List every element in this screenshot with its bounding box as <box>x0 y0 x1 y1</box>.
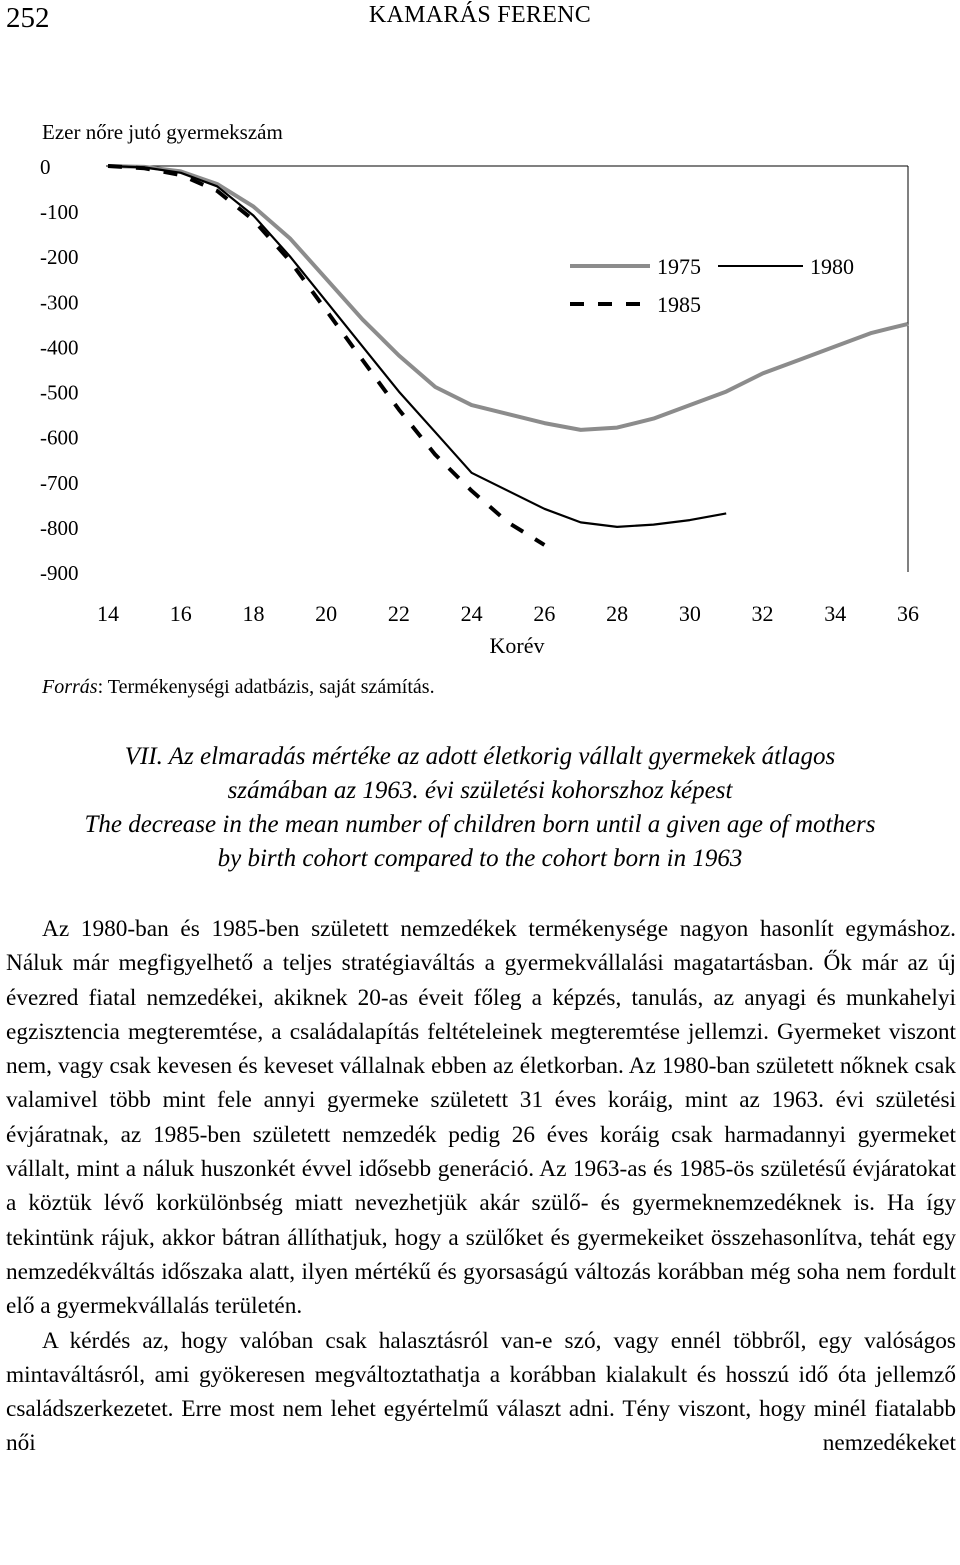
series-line-1975 <box>108 166 908 430</box>
series-lines <box>108 166 908 545</box>
y-tick-label: -500 <box>40 380 79 405</box>
figure-source <box>42 676 435 699</box>
y-axis-title: Ezer nőre jutó gyermekszám <box>42 120 283 144</box>
y-tick-label: -200 <box>40 245 79 270</box>
series-line-1985 <box>108 166 544 545</box>
caption-hu-line-2: számában az 1963. évi születési kohorszhoz képest <box>227 777 733 804</box>
page-number: 252 <box>6 2 50 34</box>
paragraph-2: A kérdés az, hogy valóban csak halasztásról van-e szó, vagy ennél többről, egy valóságos mintaváltásról, ami gyökeresen megváltoztathatja a korábban kialakult és hosszú idő óta jellemző családszerkezetet. Erre most nem lehet egyértelmű választ adni. Tény viszont, hogy minél fiatalabb női nemzedékeket <box>6 1327 956 1457</box>
y-tick-label: -600 <box>40 425 79 450</box>
legend-label-1980: 1980 <box>810 254 854 279</box>
y-tick-label: -900 <box>40 561 79 585</box>
x-tick-label: 30 <box>678 601 701 626</box>
series-line-1980 <box>108 166 726 527</box>
figure-caption <box>0 740 960 876</box>
legend <box>570 254 854 317</box>
x-tick-label: 16 <box>169 601 192 626</box>
source-text: : Termékenységi adatbázis, saját számítás. <box>97 676 435 698</box>
figure-chart <box>0 100 960 670</box>
caption-en-line-2: by birth cohort compared to the cohort born in 1963 <box>217 845 743 872</box>
x-tick-label: 36 <box>897 601 919 626</box>
x-tick-label: 24 <box>460 601 483 626</box>
x-tick-label: 22 <box>387 601 410 626</box>
y-tick-label: -100 <box>40 200 79 225</box>
caption-hu-line-1: VII. Az elmaradás mértéke az adott életkorig vállalt gyermekek átlagos <box>124 743 836 770</box>
y-tick-label: -300 <box>40 290 79 315</box>
y-tick-label: -800 <box>40 515 79 540</box>
x-tick-label: 20 <box>315 601 338 626</box>
body-text <box>6 912 956 1461</box>
caption-en-line-1: The decrease in the mean number of children born until a given age of mothers <box>84 811 876 838</box>
x-tick-label: 28 <box>606 601 629 626</box>
paragraph-1: Az 1980-ban és 1985-ben született nemzedékek termékenysége nagyon hasonlít egymáshoz. Náluk már megfigyelhető a teljes stratégiaváltás a gyermekvállalási magatartásban. Ők már az új évezred fiatal nemzedékei, akiknek 20-as éveit főleg a képzés, tanulás, az anyagi és munkahelyi egzisztencia megteremtése, a családalapítás feltételeinek megteremtése jellemzi. Gyermeket viszont nem, vagy csak kevesen és keveset vállalnak ebben az életkorban. Az 1980-ban született nőknek csak valamivel több mint fele annyi gyermeke született 31 éves koráig, mint az 1963. évi születési évjáratnak, az 1985-ben született nemzedék pedig 26 éves koráig csak harmadannyi gyermeket vállalt, mint a náluk huszonkét évvel idősebb generáció. Az 1963-as és 1985-ös születésű évjáratokat a köztük lévő korkülönbség miatt nevezhetjük akár szülő- és gyermeknemzedéknek is. Ha így tekintünk rájuk, akkor bátran állíthatjuk, hogy a szülőket és gyermekeiket összehasonlítva, tehát egy nemzedékváltás időszaka alatt, ilyen mértékű és gyorsaságú változás korábban még soha nem fordult elő a gyermekvállalás területén. <box>6 916 956 1320</box>
x-axis-title: Korév <box>489 633 545 658</box>
y-tick-label: -400 <box>40 335 79 360</box>
y-tick-labels <box>40 155 79 585</box>
x-tick-labels <box>97 601 919 626</box>
running-head: KAMARÁS FERENC <box>368 2 592 28</box>
legend-label-1985: 1985 <box>657 292 701 317</box>
y-tick-label: -700 <box>40 470 79 495</box>
x-tick-label: 14 <box>97 601 119 626</box>
y-tick-label: 0 <box>40 155 51 179</box>
x-tick-label: 34 <box>824 601 847 626</box>
legend-label-1975: 1975 <box>657 254 701 279</box>
source-label: Forrás <box>42 676 98 698</box>
x-tick-label: 26 <box>533 601 556 626</box>
page-header <box>0 0 960 40</box>
x-tick-label: 18 <box>242 601 265 626</box>
x-tick-label: 32 <box>751 601 774 626</box>
